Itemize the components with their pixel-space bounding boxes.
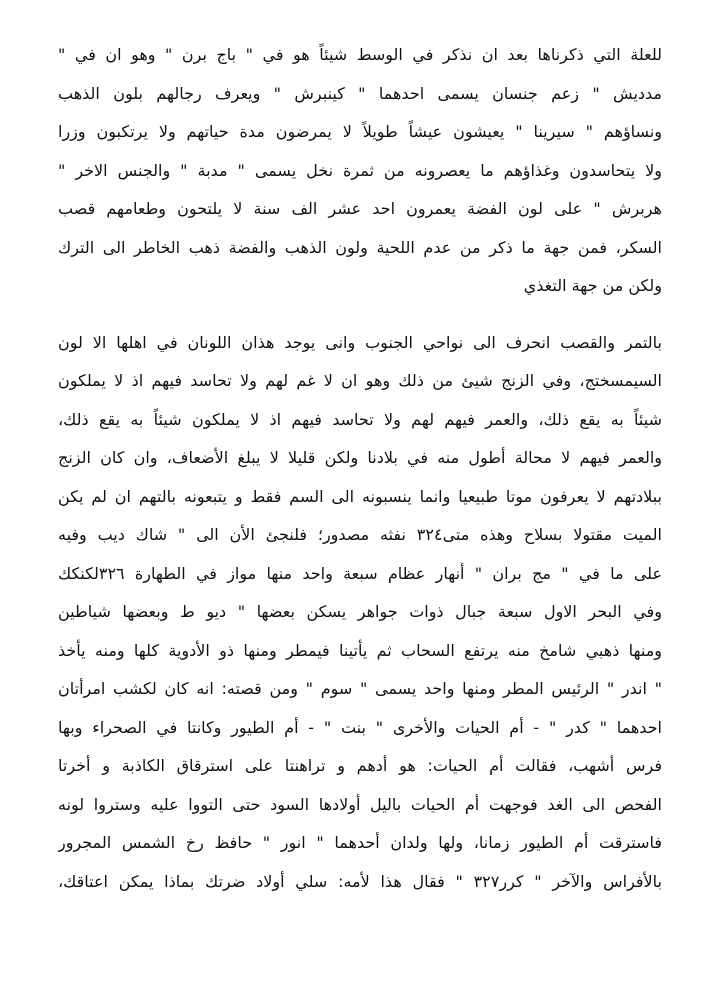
text-line: " اندر " الرئيس المطر ومنها واحد يسمى " سوم " ومن قصته: انه كان لكشب امرأتان — [58, 679, 662, 698]
text-line: للعلة التي ذكرناها بعد ان نذكر في الوسط شيئاً هو في " باج برن " وهو ان في " — [58, 45, 662, 64]
text-line: بالتمر والقصب انحرف الى نواحي الجنوب وانى يوجد هذان اللونان في اهلها الا لون — [58, 332, 662, 352]
text-line: هربرش " على لون الفضة يعمرون احد عشر الف سنة لا يلتحون وطعامهم قصب — [58, 199, 662, 218]
text-line: فرس أشهب، فقالت أم الحيات: هو أدهم و تراهنتا على استرقاق الكاذبة و أخرتا — [58, 756, 662, 775]
text-line: مدديش " زعم جنسان يسمى احدهما " كينبرش " ويعرف رجالهم بلون الذهب — [58, 83, 662, 103]
paragraph-2 — [58, 324, 662, 902]
text-line: احدهما " كدر " - أم الحيات والأخرى " بنت " - أم الطيور وكانتا في الصحراء وبها — [58, 717, 662, 737]
text-line: الفحص الى الغد فوجهت أم الحيات باليل أولادها السود حتى التووا عليه وستروا لونه — [58, 794, 662, 814]
paragraph-1 — [58, 36, 662, 306]
text-line: ومنها ذهبي شامخ منه يرتفع السحاب ثم يأتينا فيمطر ومنها ذو الأدوية كلها ومنه يأخذ — [58, 640, 662, 660]
paragraph-gap — [58, 306, 662, 324]
text-line: والعمر فيهم لا محالة أطول منه في بلادنا ولكن قليلا لا يبلغ الأضعاف، وان كان الزنج — [58, 448, 662, 467]
document-page — [58, 36, 662, 901]
text-line: وفي البحر الاول سبعة جبال ذوات جواهر يسكن بعضها " ديو ط وبعضها شياطين — [58, 602, 662, 621]
text-line: ولا يتحاسدون وغذاؤهم ما يعصرونه من ثمرة نخل يسمى " مدبة " والجنس الاخر " — [58, 160, 662, 180]
text-line: ونساؤهم " سيرينا " يعيشون عيشاً طويلاً لا يمرضون مدة حياتهم ولا يرتكبون وزرا — [58, 122, 662, 141]
text-line: السيمسختج، وفي الزنج شيئ من ذلك وهو ان لا غم لهم ولا تحاسد فيهم اذ لا يملكون — [58, 371, 662, 390]
text-line: فاسترقت أم الطيور زمانا، ولها ولدان أحدهما " انور " حافظ رخ الشمس المجرور — [58, 833, 662, 852]
text-line: بالأفراس والآخر " كرر٣٢٧ " فقال هذا لأمه: سلي أولاد ضرتك بماذا يمكن اعتاقك، — [58, 871, 662, 891]
text-line: ولكن من جهة التغذي — [523, 276, 662, 295]
text-line: على ما في " مج بران " أنهار عظام سبعة واحد منها مواز في الطهارة ٣٢٦لكنكك — [58, 563, 662, 583]
text-line: ببلادتهم لا يعرفون موتا طبيعيا وانما ينسبونه الى السم فقط و يتبعونه بالتهم ان لم يكن — [58, 486, 662, 506]
text-line: شيئاً به يقع ذلك، والعمر فيهم لهم ولا تحاسد فيهم اذ لا يملكون شيئاً به يقع ذلك، — [58, 409, 662, 429]
text-line: السكر، فمن جهة ما ذكر من عدم اللحية ولون الذهب والفضة ذهب الخاطر الى الترك — [58, 237, 662, 257]
text-line: الميت مقتولا بسلاح وهذه متى٣٢٤ نفثه مصدور؛ فلنجئ الأن الى " شاك ديب وفيه — [58, 525, 662, 544]
